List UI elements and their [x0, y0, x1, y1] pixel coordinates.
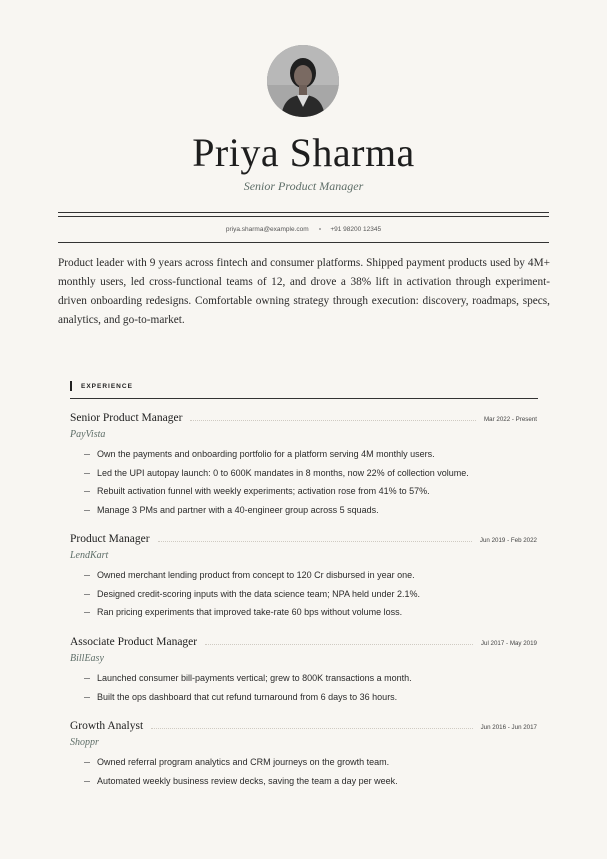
job-title: Associate Product Manager: [70, 636, 198, 648]
bullet-item: Own the payments and onboarding portfolio for a platform serving 4M monthly users.: [70, 449, 537, 468]
header-rule-second: [58, 216, 549, 217]
experience-heading-label: EXPERIENCE: [81, 382, 133, 390]
bullet-item: Ran pricing experiments that improved take-rate 60 bps without volume loss.: [70, 607, 537, 626]
dash-icon: [84, 454, 90, 455]
job-title: Growth Analyst: [70, 720, 144, 732]
dash-icon: [84, 510, 90, 511]
dash-icon: [84, 473, 90, 474]
dash-icon: [84, 491, 90, 492]
job-title: Product Manager: [70, 533, 150, 545]
dotted-leader: [190, 412, 476, 421]
dotted-leader: [158, 533, 472, 542]
job-entry: [70, 636, 537, 710]
bullet-item: Manage 3 PMs and partner with a 40-engineer group across 5 squads.: [70, 505, 537, 524]
job-company: LendKart: [70, 550, 109, 561]
dash-icon: [84, 575, 90, 576]
email-text[interactable]: priya.sharma@example.com: [225, 226, 309, 233]
job-company: Shoppr: [70, 737, 99, 748]
summary-paragraph: Product leader with 9 years across fintech and consumer platforms. Shipped payment products used by 4M+ monthly users, led cross-functional teams of 12, and drove a 38% lift in activation through experiment-driven onboarding redesigns. Comfortable owning strategy through execution: discovery, roadmaps, specs, analytics, and go-to-market.: [58, 257, 550, 326]
candidate-name: Priya Sharma: [192, 130, 415, 175]
job-entry: [70, 720, 537, 794]
job-bullets: [70, 570, 537, 626]
profile-photo: [267, 45, 339, 117]
job-company: PayVista: [70, 429, 106, 440]
job-entry: [70, 412, 537, 523]
contact-separator: [319, 228, 321, 230]
contact-rule: [58, 242, 549, 243]
bullet-item: Owned merchant lending product from concept to 120 Cr disbursed in year one.: [70, 570, 537, 589]
bullet-item: Automated weekly business review decks, saving the team a day per week.: [70, 776, 537, 795]
dash-icon: [84, 697, 90, 698]
dash-icon: [84, 762, 90, 763]
dash-icon: [84, 678, 90, 679]
job-company: BillEasy: [70, 653, 104, 664]
job-bullets: [70, 673, 537, 710]
section-marker: [70, 381, 72, 391]
header-rule-top: [58, 212, 549, 213]
job-entry: [70, 533, 537, 626]
dotted-leader: [205, 636, 473, 645]
dash-icon: [84, 612, 90, 613]
experience-rule: [70, 398, 538, 399]
phone-text[interactable]: +91 98200 12345: [330, 226, 382, 233]
bullet-item: Rebuilt activation funnel with weekly experiments; activation rose from 41% to 57%.: [70, 486, 537, 505]
dash-icon: [84, 594, 90, 595]
job-dates: Mar 2022 - Present: [484, 416, 537, 423]
job-dates: Jun 2016 - Jun 2017: [480, 724, 537, 731]
bullet-item: Led the UPI autopay launch: 0 to 600K mandates in 8 months, now 22% of collection volume.: [70, 468, 537, 487]
bullet-item: Designed credit-scoring inputs with the data science team; NPA held under 2.1%.: [70, 589, 537, 608]
job-dates: Jul 2017 - May 2019: [480, 640, 537, 647]
job-bullets: [70, 757, 537, 794]
candidate-role: Senior Product Manager: [243, 179, 364, 193]
job-title: Senior Product Manager: [70, 412, 183, 424]
dotted-leader: [151, 720, 472, 729]
experience-heading: [70, 378, 133, 394]
dash-icon: [84, 781, 90, 782]
contact-line: [0, 226, 607, 233]
job-bullets: [70, 449, 537, 523]
profile-photo-image: [267, 45, 339, 117]
bullet-item: Owned referral program analytics and CRM journeys on the growth team.: [70, 757, 537, 776]
bullet-item: Launched consumer bill-payments vertical; grew to 800K transactions a month.: [70, 673, 537, 692]
job-dates: Jun 2019 - Feb 2022: [479, 537, 537, 544]
bullet-item: Built the ops dashboard that cut refund turnaround from 6 days to 36 hours.: [70, 692, 537, 711]
